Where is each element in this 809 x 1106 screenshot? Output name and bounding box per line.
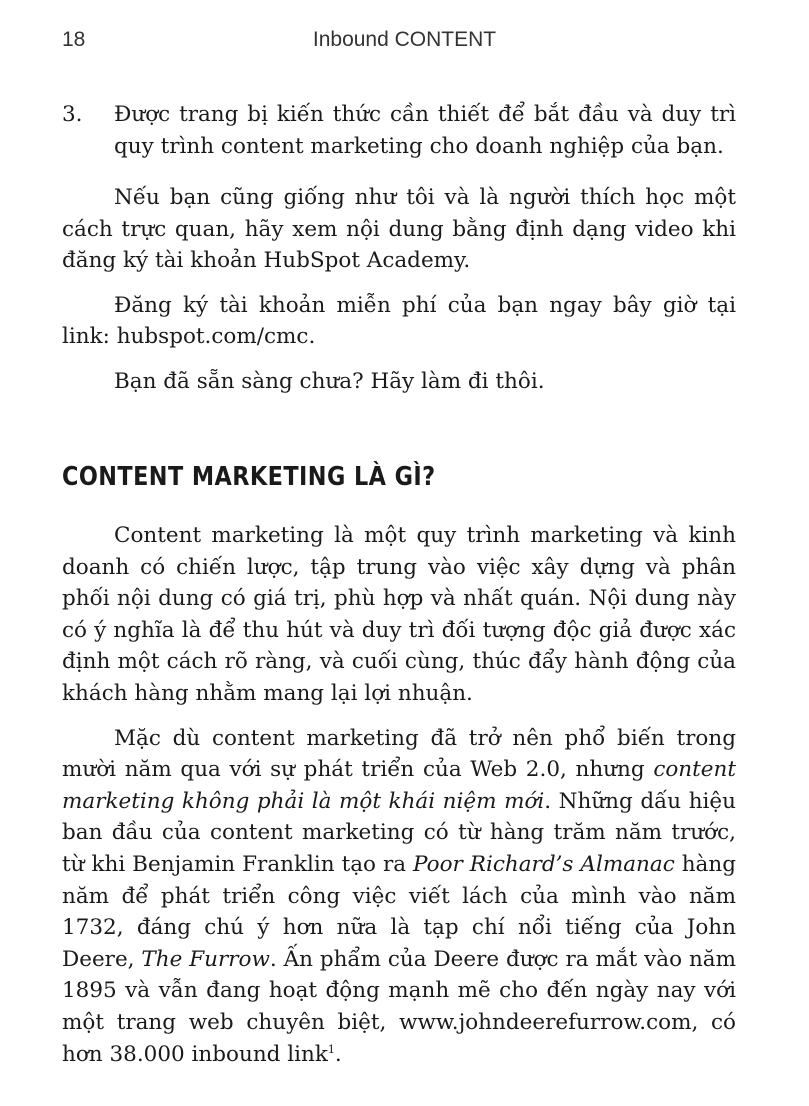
list-number: 3.	[62, 102, 83, 127]
paragraph-ready: Bạn đã sẵn sàng chưa? Hãy làm đi thôi.	[114, 368, 545, 394]
section-heading: CONTENT MARKETING LÀ GÌ?	[62, 462, 436, 492]
history-text-2: . Những dấu hiệu ban đầu của content marketing có từ hàng trăm năm trước, từ khi Benjamin Franklin tạo ra	[62, 788, 736, 877]
footnote-marker[interactable]: 1	[327, 1042, 335, 1056]
history-italic-concept: content marketing không phải là một khái niệm mới	[62, 757, 736, 814]
running-header	[62, 28, 747, 58]
intro-paragraphs	[62, 182, 736, 398]
history-text-3: hàng năm để phát triển công việc viết lách của mình vào năm 1732, đáng chú ý hơn nữa là tạp chí nổi tiếng của John Deere,	[62, 851, 736, 972]
running-title: Inbound CONTENT	[312, 28, 497, 51]
paragraph-definition: Content marketing là một quy trình marketing và kinh doanh có chiến lược, tập trung vào việc xây dựng và phân phối nội dung có giá trị, phù hợp và nhất quán. Nội dung này có ý nghĩa là để thu hút và duy trì đối tượng độc giả được xác định một cách rõ ràng, và cuối cùng, thúc đẩy hành động của khách hàng nhằm mang lại lợi nhuận.	[62, 523, 736, 706]
paragraph-history	[62, 723, 736, 1071]
paragraph-visual-learning: Nếu bạn cũng giống như tôi và là người thích học một cách trực quan, hãy xem nội dung bằng định dạng video khi đăng ký tài khoản HubSpot Academy.	[62, 185, 736, 274]
history-italic-furrow: The Furrow	[141, 946, 270, 972]
history-text-4: . Ấn phẩm của Deere được ra mắt vào năm 1895 và vẫn đang hoạt động mạnh mẽ cho đến ngày nay với một trang web chuyên biệt, www.johndeerefurrow.com, có hơn 38.000 inbound link	[62, 946, 736, 1067]
page-number: 18	[62, 28, 86, 51]
numbered-list-item	[62, 99, 736, 165]
list-item-text: Được trang bị kiến thức cần thiết để bắt đầu và duy trì quy trình content marketing cho doanh nghiệp của bạn.	[114, 102, 736, 159]
history-italic-almanac: Poor Richard’s Almanac	[413, 851, 675, 877]
history-text-end: .	[334, 1041, 342, 1067]
history-text-1: Mặc dù content marketing đã trở nên phổ biến trong mười năm qua với sự phát triển của Web 2.0, nhưng	[62, 725, 736, 783]
paragraph-signup: Đăng ký tài khoản miễn phí của bạn ngay bây giờ tại link: hubspot.com/cmc.	[62, 292, 736, 350]
main-paragraphs	[62, 520, 736, 1070]
